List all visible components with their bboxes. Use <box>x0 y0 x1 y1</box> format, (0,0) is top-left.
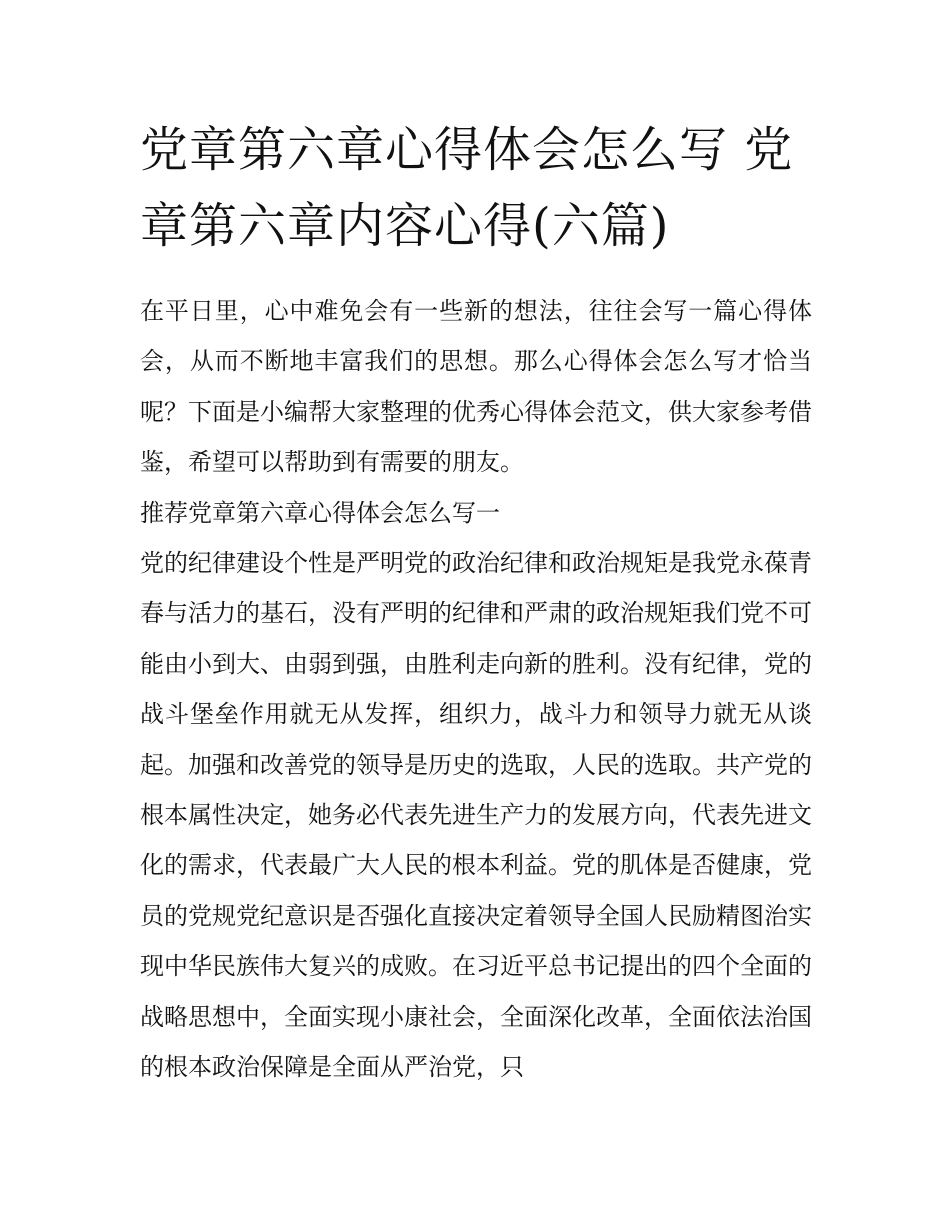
document-content <box>140 112 812 1093</box>
document-title: 党章第六章心得体会怎么写 党章第六章内容心得(六篇) <box>140 122 794 254</box>
section-heading: 推荐党章第六章心得体会怎么写一 <box>140 498 500 527</box>
body-paragraph: 党的纪律建设个性是严明党的政治纪律和政治规矩是我党永葆青春与活力的基石，没有严明的纪律和严肃的政治规矩我们党不可能由小到大、由弱到强，由胜利走向新的胜利。没有纪律，党的战斗堡垒作用就无从发挥，组织力，战斗力和领导力就无从谈起。加强和改善党的领导是历史的选取，人民的选取。共产党的根本属性决定，她务必代表先进生产力的发展方向，代表先进文化的需求，代表最广大人民的根本利益。党的肌体是否健康，党员的党规党纪意识是否强化直接决定着领导全国人民励精图治实现中华民族伟大复兴的成败。在习近平总书记提出的四个全面的战略思想中，全面实现小康社会，全面深化改革，全面依法治国的根本政治保障是全面从严治党，只 <box>140 549 812 1082</box>
intro-paragraph: 在平日里，心中难免会有一些新的想法，往往会写一篇心得体会，从而不断地丰富我们的思想。那么心得体会怎么写才恰当呢？下面是小编帮大家整理的优秀心得体会范文，供大家参考借鉴，希望可以帮助到有需要的朋友。 <box>140 297 812 477</box>
